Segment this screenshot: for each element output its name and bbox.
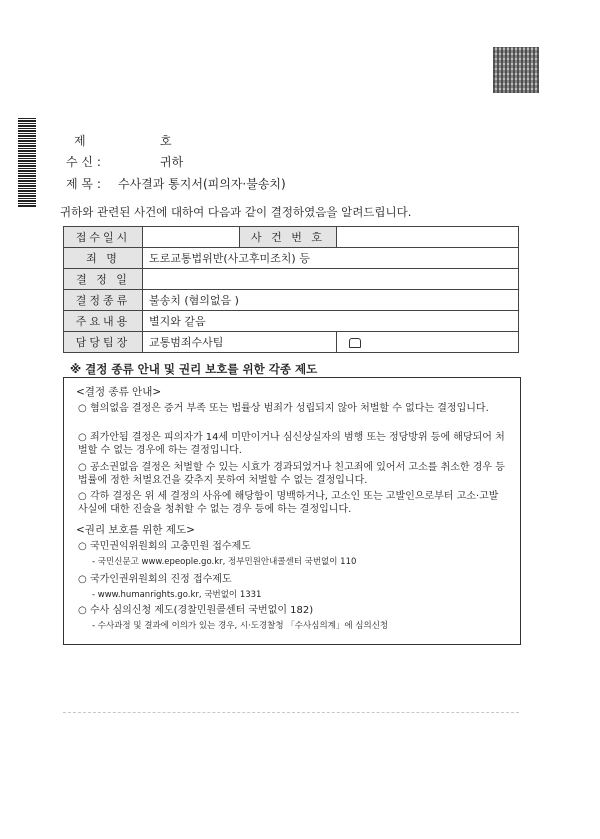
subject-title: 수사결과 통지서(피의자·불송치) bbox=[118, 177, 286, 191]
circle-bullet-icon: ○ bbox=[78, 491, 87, 502]
received-date-label: 접수일시 bbox=[64, 227, 143, 248]
intro-text: 귀하와 관련된 사건에 대하여 다음과 같이 결정하였음을 알려드립니다. bbox=[60, 205, 412, 219]
list-item: ○ 혐의없음 결정은 증거 부족 또는 법률상 범죄가 성립되지 않아 처벌할 수 없다는 결정입니다. bbox=[78, 403, 489, 414]
summary-value: 별지와 같음 bbox=[143, 311, 519, 332]
table-row bbox=[64, 311, 519, 332]
rights-heading: <권리 보호를 위한 제도> bbox=[76, 524, 195, 536]
list-item-detail: - www.humanrights.go.kr, 국번없이 1331 bbox=[92, 590, 262, 600]
circle-bullet-icon: ○ bbox=[78, 403, 87, 414]
decision-guide-heading: <결정 종류 안내> bbox=[76, 386, 162, 398]
received-date-value bbox=[143, 227, 240, 248]
notice-title: ※ 결정 종류 안내 및 권리 보호를 위한 각종 제도 bbox=[70, 362, 318, 376]
recipient-suffix: 귀하 bbox=[160, 155, 184, 169]
case-info-table bbox=[63, 226, 519, 353]
charge-label: 죄 명 bbox=[64, 248, 143, 269]
circle-bullet-icon: ○ bbox=[78, 574, 87, 585]
phone-icon bbox=[349, 338, 361, 348]
document-number-label: 제 bbox=[74, 134, 86, 148]
table-row bbox=[64, 290, 519, 311]
circle-bullet-icon: ○ bbox=[78, 462, 87, 473]
team-value: 교통범죄수사팀 bbox=[143, 332, 337, 353]
list-item: ○ 수사 심의신청 제도(경찰민원콜센터 국번없이 182) bbox=[78, 605, 314, 616]
decision-type-label: 결정종류 bbox=[64, 290, 143, 311]
qr-code bbox=[493, 47, 539, 93]
decision-type-value: 불송치 (혐의없음 ) bbox=[143, 290, 519, 311]
phone-cell bbox=[337, 332, 519, 353]
subject-label: 제 목 : bbox=[66, 177, 101, 191]
circle-bullet-icon: ○ bbox=[78, 432, 87, 443]
table-row bbox=[64, 269, 519, 290]
decision-date-label: 결 정 일 bbox=[64, 269, 143, 290]
case-number-value bbox=[337, 227, 519, 248]
list-item-detail: - 수사과정 및 결과에 이의가 있는 경우, 시·도경찰청 「수사심의계」에 심의신청 bbox=[92, 621, 389, 631]
recipient-label: 수 신 : bbox=[66, 155, 101, 169]
team-label: 담당팀장 bbox=[64, 332, 143, 353]
summary-label: 주요내용 bbox=[64, 311, 143, 332]
decision-date-value bbox=[143, 269, 519, 290]
document-number-suffix: 호 bbox=[160, 134, 172, 148]
table-row bbox=[64, 248, 519, 269]
table-row bbox=[64, 332, 519, 353]
notice-box bbox=[63, 377, 521, 645]
list-item: ○ 죄가안됨 결정은 피의자가 14세 미만이거나 심신상실자의 범행 또는 정당방위 등에 해당되어 처벌할 수 없는 경우에 하는 결정입니다. bbox=[78, 432, 505, 456]
barcode bbox=[18, 118, 36, 208]
list-item: ○ 각하 결정은 위 세 결정의 사유에 해당함이 명백하거나, 고소인 또는 고발인으로부터 고소·고발 사실에 대한 진술을 청취할 수 없는 경우 등에 하는 결정입니다. bbox=[78, 491, 499, 515]
list-item: ○ 공소권없음 결정은 처벌할 수 있는 시효가 경과되었거나 친고죄에 있어서 고소를 취소한 경우 등 법률에 정한 처벌요건을 갖추지 못하여 처벌할 수 없는 결정입니다. bbox=[78, 462, 505, 486]
list-item: ○ 국민권익위원회의 고충민원 접수제도 bbox=[78, 541, 251, 552]
case-number-label: 사 건 번 호 bbox=[240, 227, 337, 248]
list-item: ○ 국가인권위원회의 진정 접수제도 bbox=[78, 574, 232, 585]
list-item-detail: - 국민신문고 www.epeople.go.kr, 정부민원안내콜센터 국번없이 110 bbox=[92, 557, 357, 567]
table-row bbox=[64, 227, 519, 248]
charge-value: 도로교통법위반(사고후미조치) 등 bbox=[143, 248, 519, 269]
circle-bullet-icon: ○ bbox=[78, 541, 87, 552]
divider bbox=[63, 712, 519, 713]
circle-bullet-icon: ○ bbox=[78, 605, 87, 616]
